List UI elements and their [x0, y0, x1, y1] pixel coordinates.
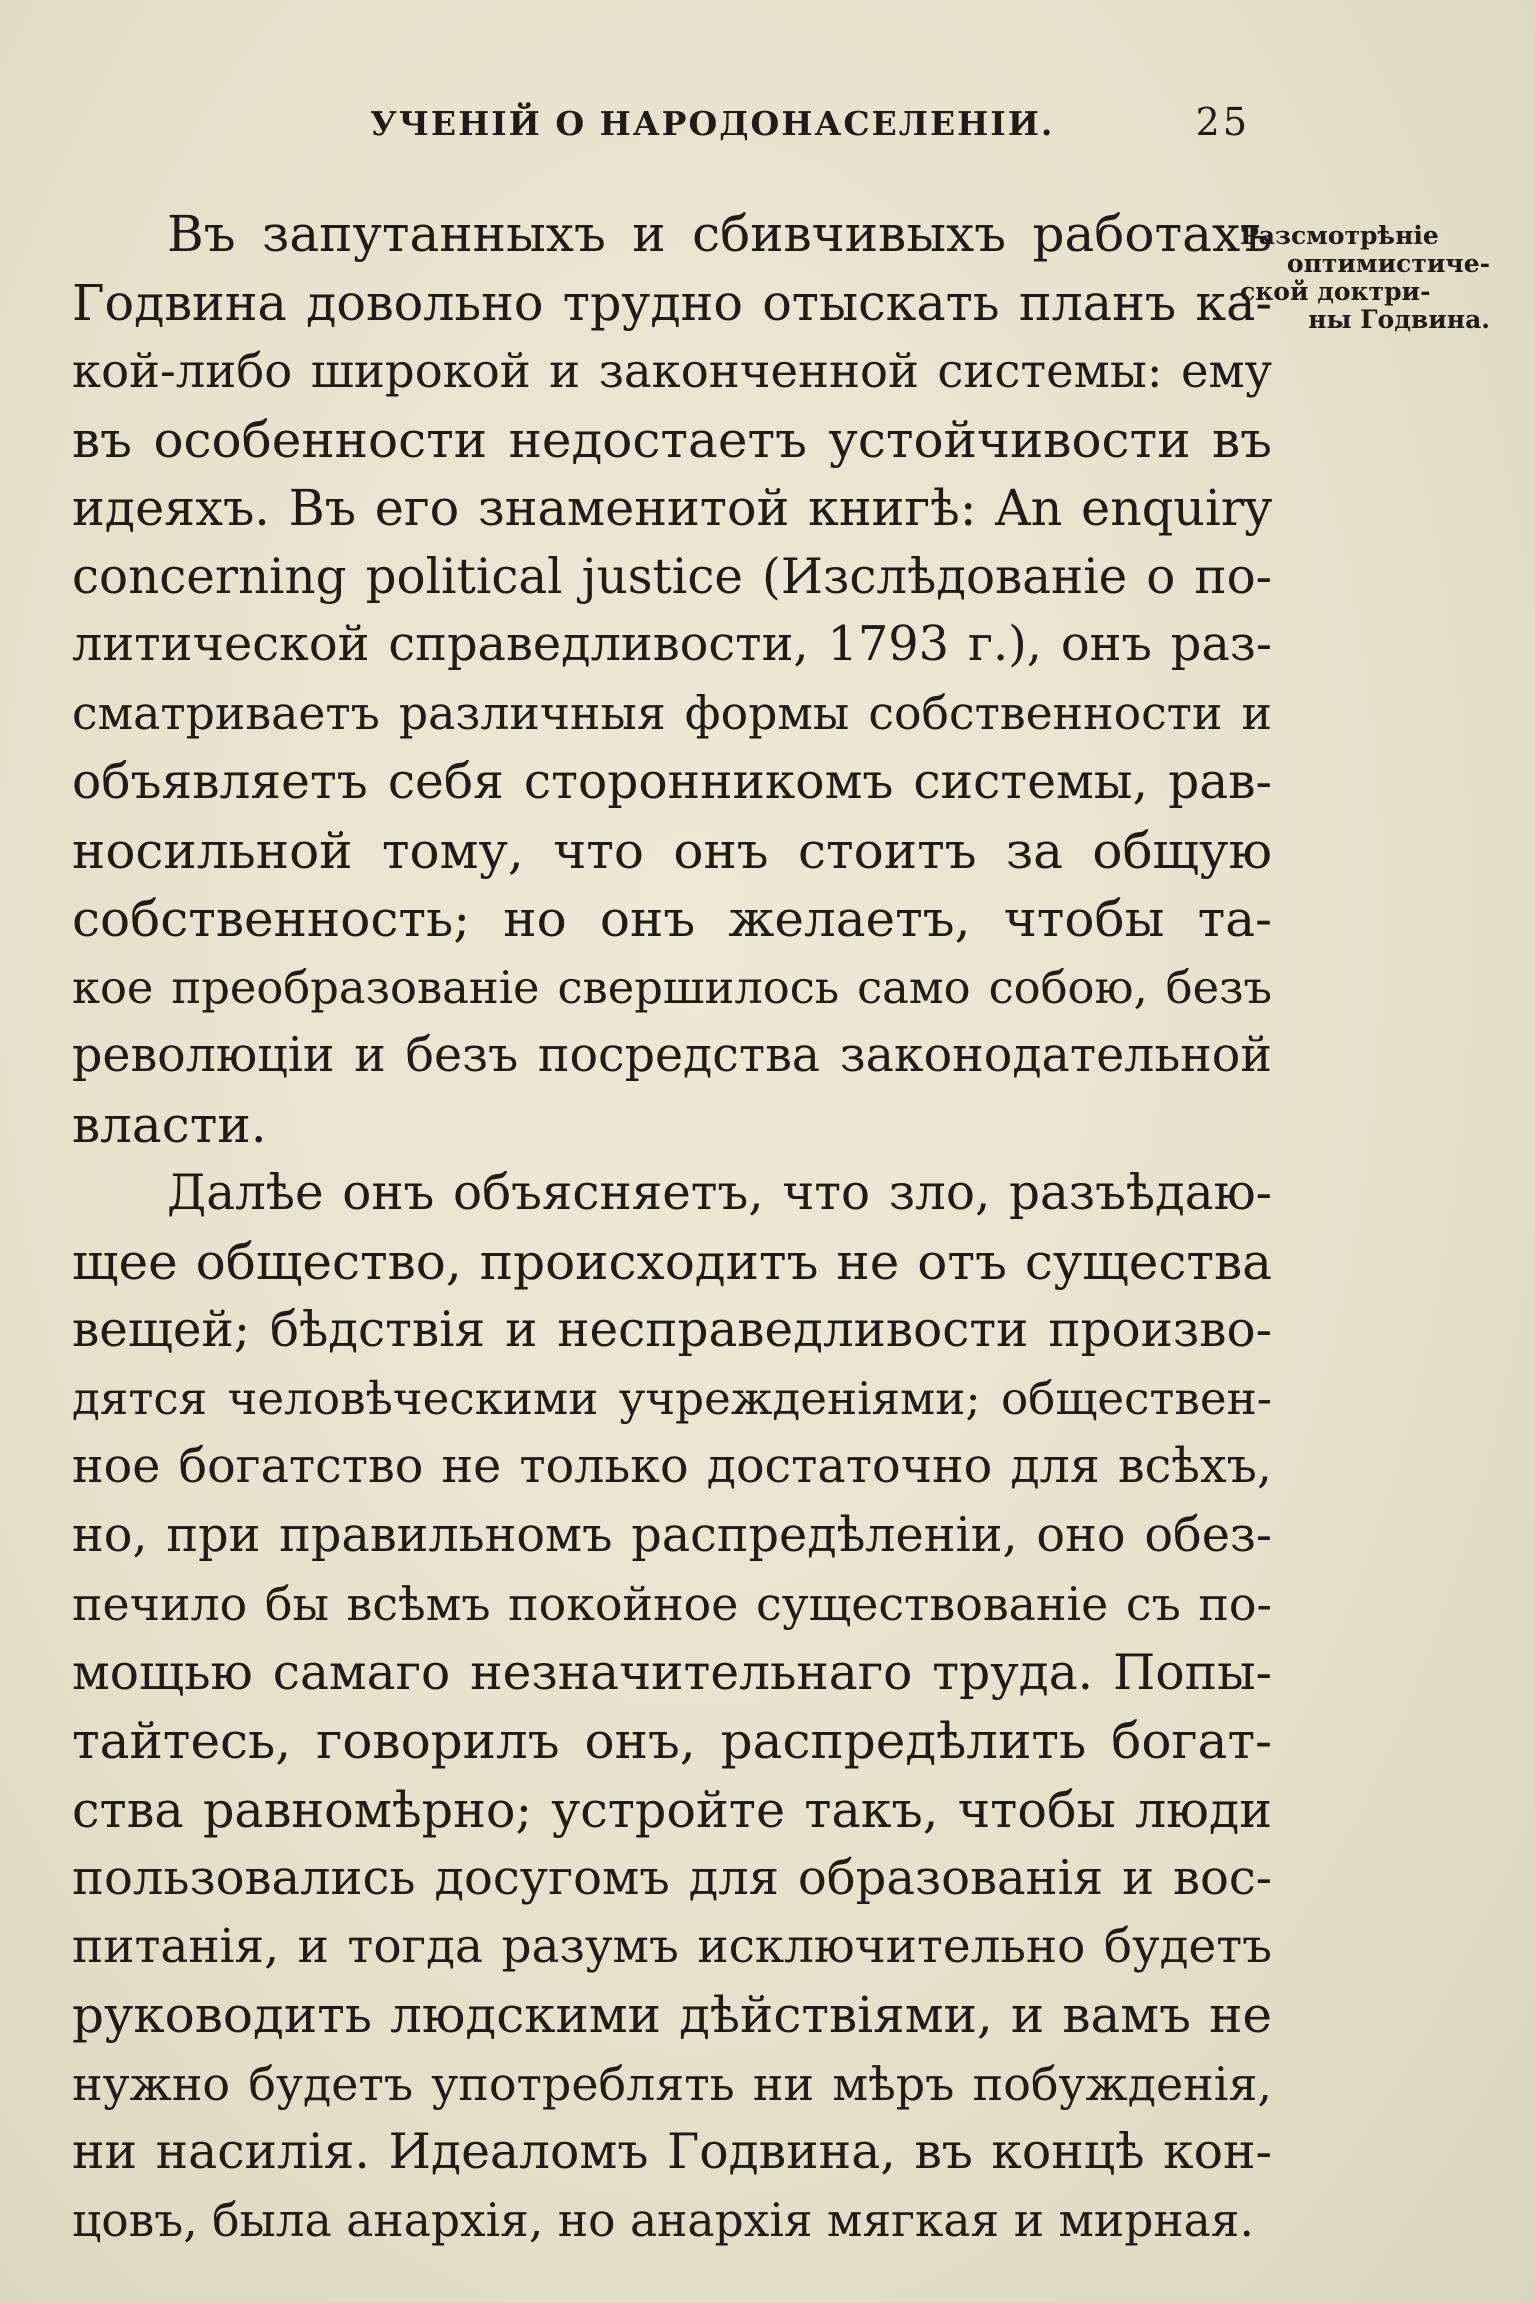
- text-line: власти.: [72, 1095, 267, 1154]
- text-line: собственность; но онъ желаетъ, чтобы та-: [72, 890, 1272, 948]
- text-line: щее общество, происходитъ не отъ существа: [72, 1232, 1272, 1291]
- text-line: революціи и безъ посредства законодательной: [72, 1028, 1272, 1083]
- text-line: кой-либо широкой и законченной системы: ему: [72, 344, 1272, 398]
- margin-note-line: Разсмотрѣніе: [1240, 221, 1439, 250]
- margin-note: [1240, 222, 1490, 334]
- text-line: мощью самаго незначительнаго труда. Попы-: [72, 1644, 1272, 1701]
- text-line: руководить людскими дѣйствіями, и вамъ не: [72, 1986, 1272, 2044]
- header-title: УЧЕНІЙ О НАРОДОНАСЕЛЕНІИ.: [370, 104, 1055, 143]
- text-line: Годвина довольно трудно отыскать планъ ка-: [72, 273, 1272, 332]
- text-line: печило бы всѣмъ покойное существованіе съ по-: [72, 1577, 1272, 1631]
- text-line: но, при правильномъ распредѣленіи, оно обез-: [72, 1507, 1272, 1563]
- text-line: идеяхъ. Въ его знаменитой книгѣ: An enquiry: [72, 479, 1272, 537]
- text-line: вещей; бѣдствія и несправедливости произво-: [72, 1302, 1272, 1358]
- text-line: Далѣе онъ объясняетъ, что зло, разъѣдаю-: [167, 1165, 1272, 1221]
- text-line: объявляетъ себя сторонникомъ системы, рав-: [72, 754, 1272, 810]
- margin-note-line: ской доктри-: [1240, 277, 1431, 306]
- text-line: нужно будетъ употреблять ни мѣръ побужденія,: [72, 2056, 1272, 2111]
- paragraph-1: [72, 200, 1272, 1159]
- text-line: дятся человѣческими учрежденіями; обществен-: [72, 1371, 1272, 1425]
- text-line: въ особенности недостаетъ устойчивости въ: [72, 410, 1272, 469]
- text-line: concerning political justice (Изслѣдованіе о по-: [72, 548, 1272, 605]
- text-line: тайтесь, говорилъ онъ, распредѣлить богат-: [72, 1712, 1272, 1770]
- text-line: Въ запутанныхъ и сбивчивыхъ работахъ: [167, 205, 1272, 263]
- margin-note-line: ны Годвина.: [1308, 305, 1490, 334]
- body-text: [72, 200, 1272, 2255]
- paragraph-2: [72, 1159, 1272, 2255]
- text-line: ства равномѣрно; устройте такъ, чтобы люди: [72, 1780, 1272, 1839]
- text-line: сматриваетъ различныя формы собственности и: [72, 686, 1272, 740]
- text-line: кое преобразованіе свершилось само собою, безъ: [72, 960, 1272, 1014]
- page-number: 25: [1195, 100, 1250, 144]
- text-line: ное богатство не только достаточно для всѣхъ,: [72, 1439, 1272, 1494]
- text-line: питанія, и тогда разумъ исключительно будетъ: [72, 1918, 1272, 1974]
- running-header: [370, 100, 1250, 144]
- text-line: цовъ, была анархія, но анархія мягкая и мирная.: [72, 2193, 1254, 2247]
- text-line: носильной тому, что онъ стоитъ за общую: [72, 821, 1272, 880]
- text-line: литической справедливости, 1793 г.), онъ раз-: [72, 617, 1272, 672]
- text-line: пользовались досугомъ для образованія и вос-: [72, 1850, 1272, 1906]
- margin-note-line: оптимистиче-: [1286, 249, 1490, 278]
- text-line: ни насилія. Идеаломъ Годвина, въ концѣ кон-: [72, 2123, 1272, 2180]
